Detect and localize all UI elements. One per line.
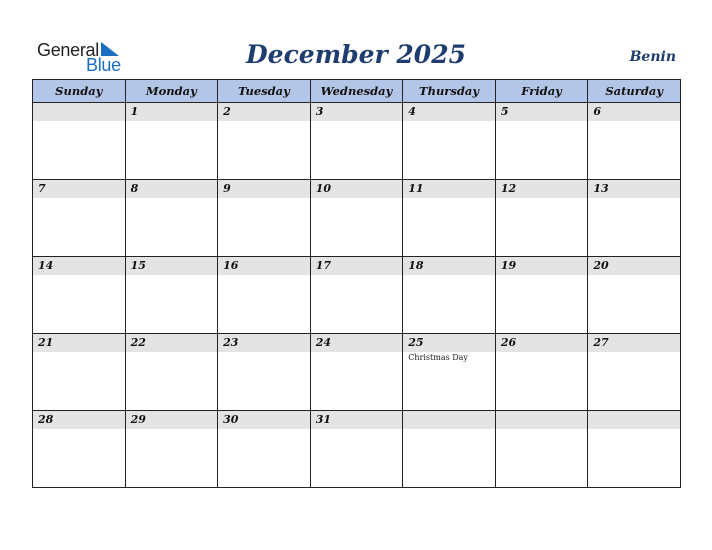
day-number: 28 bbox=[33, 411, 125, 429]
day-number: 26 bbox=[496, 334, 588, 352]
day-number: 24 bbox=[311, 334, 403, 352]
day-number: 23 bbox=[218, 334, 310, 352]
day-cell bbox=[218, 257, 311, 334]
day-number bbox=[33, 103, 125, 121]
day-cell bbox=[310, 103, 403, 180]
day-number: 11 bbox=[403, 180, 495, 198]
day-cell bbox=[495, 334, 588, 411]
day-cell bbox=[125, 411, 218, 488]
day-cell bbox=[218, 334, 311, 411]
day-number: 7 bbox=[33, 180, 125, 198]
day-cell bbox=[33, 180, 126, 257]
day-cell bbox=[310, 180, 403, 257]
day-number: 22 bbox=[126, 334, 218, 352]
weekday-header: Saturday bbox=[588, 80, 681, 103]
day-cell bbox=[495, 411, 588, 488]
weekday-header: Friday bbox=[495, 80, 588, 103]
holiday-label: Christmas Day bbox=[408, 353, 468, 362]
day-number bbox=[496, 411, 588, 429]
calendar-title: December 2025 bbox=[245, 40, 466, 69]
day-number: 1 bbox=[126, 103, 218, 121]
day-cell bbox=[403, 257, 496, 334]
day-number: 30 bbox=[218, 411, 310, 429]
day-number bbox=[588, 411, 680, 429]
week-row bbox=[33, 180, 681, 257]
day-number: 25 bbox=[403, 334, 495, 352]
calendar-grid bbox=[32, 79, 681, 488]
day-cell bbox=[588, 334, 681, 411]
day-cell bbox=[125, 180, 218, 257]
weekday-header: Wednesday bbox=[310, 80, 403, 103]
day-number: 3 bbox=[311, 103, 403, 121]
day-number: 29 bbox=[126, 411, 218, 429]
day-number: 12 bbox=[496, 180, 588, 198]
day-cell bbox=[403, 103, 496, 180]
day-number: 10 bbox=[311, 180, 403, 198]
day-number bbox=[403, 411, 495, 429]
day-cell bbox=[310, 257, 403, 334]
day-number: 9 bbox=[218, 180, 310, 198]
day-number: 14 bbox=[33, 257, 125, 275]
logo-text-blue: Blue bbox=[86, 55, 121, 75]
week-row bbox=[33, 103, 681, 180]
day-cell bbox=[33, 334, 126, 411]
day-number: 4 bbox=[403, 103, 495, 121]
day-cell bbox=[218, 103, 311, 180]
day-cell bbox=[588, 411, 681, 488]
day-number: 2 bbox=[218, 103, 310, 121]
logo-text-general: General bbox=[37, 40, 99, 60]
weekday-header: Thursday bbox=[403, 80, 496, 103]
week-row bbox=[33, 334, 681, 411]
day-cell bbox=[33, 257, 126, 334]
day-cell bbox=[403, 411, 496, 488]
day-number: 15 bbox=[126, 257, 218, 275]
day-number: 19 bbox=[496, 257, 588, 275]
day-cell bbox=[310, 334, 403, 411]
country-name: Benin bbox=[629, 49, 676, 65]
day-number: 27 bbox=[588, 334, 680, 352]
day-cell bbox=[403, 334, 496, 411]
day-cell bbox=[588, 180, 681, 257]
day-cell bbox=[218, 411, 311, 488]
day-cell bbox=[218, 180, 311, 257]
day-cell bbox=[495, 257, 588, 334]
day-cell bbox=[125, 257, 218, 334]
day-cell bbox=[33, 103, 126, 180]
day-number: 13 bbox=[588, 180, 680, 198]
day-number: 21 bbox=[33, 334, 125, 352]
day-number: 17 bbox=[311, 257, 403, 275]
weekday-header: Sunday bbox=[33, 80, 126, 103]
weekday-header-row bbox=[33, 80, 681, 103]
day-cell bbox=[310, 411, 403, 488]
day-cell bbox=[588, 257, 681, 334]
day-number: 18 bbox=[403, 257, 495, 275]
weekday-header: Monday bbox=[125, 80, 218, 103]
day-number: 20 bbox=[588, 257, 680, 275]
week-row bbox=[33, 257, 681, 334]
day-cell bbox=[588, 103, 681, 180]
week-row bbox=[33, 411, 681, 488]
day-cell bbox=[495, 103, 588, 180]
day-number: 8 bbox=[126, 180, 218, 198]
day-number: 5 bbox=[496, 103, 588, 121]
day-number: 6 bbox=[588, 103, 680, 121]
day-cell bbox=[495, 180, 588, 257]
day-cell bbox=[125, 334, 218, 411]
day-cell bbox=[403, 180, 496, 257]
day-number: 16 bbox=[218, 257, 310, 275]
day-number: 31 bbox=[311, 411, 403, 429]
day-cell bbox=[125, 103, 218, 180]
day-cell bbox=[33, 411, 126, 488]
weekday-header: Tuesday bbox=[218, 80, 311, 103]
